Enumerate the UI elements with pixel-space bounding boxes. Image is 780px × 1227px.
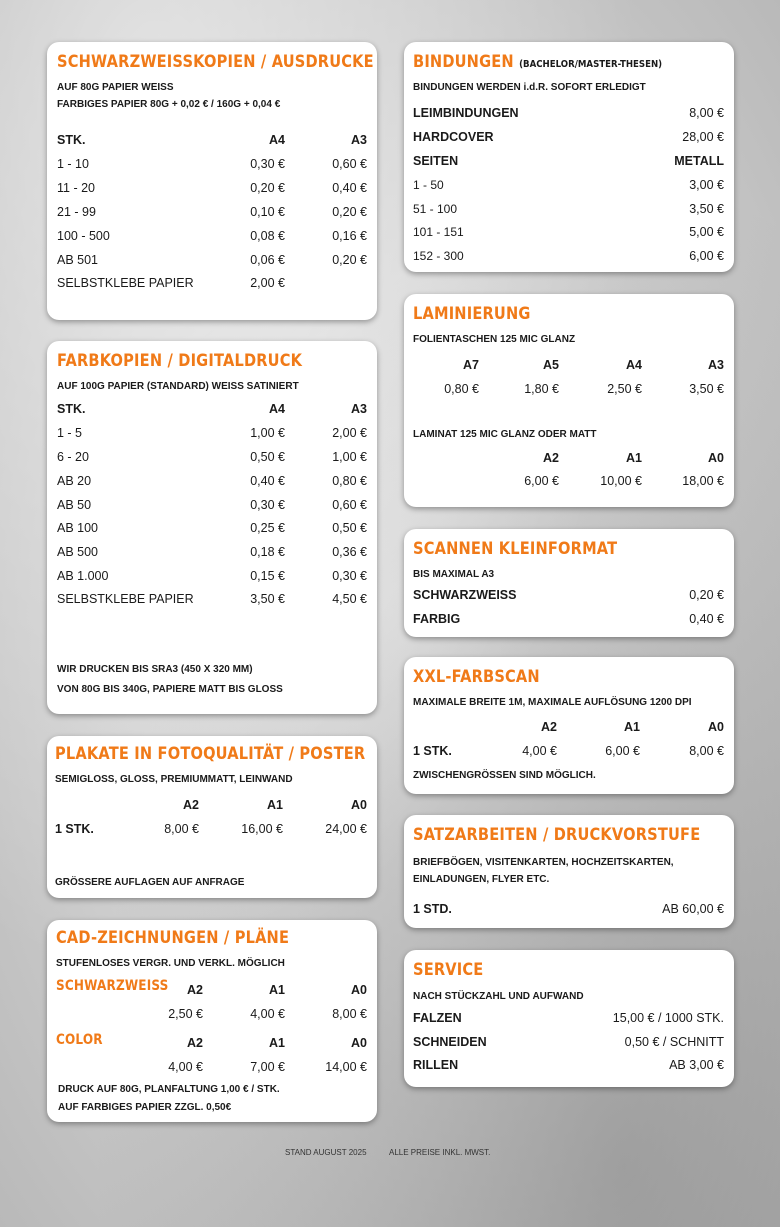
card-bindungen: [404, 42, 734, 272]
table-row-label: AB 100: [57, 521, 99, 535]
table-row-label: SCHWARZWEISS: [413, 588, 517, 602]
table-cell: 0,20 €: [332, 253, 367, 267]
section-subtitle: BIS MAXIMAL A3: [413, 569, 495, 580]
table-row-label: AB 501: [57, 253, 99, 267]
table-cell: 0,30 €: [250, 498, 285, 512]
column-header: A2: [183, 798, 199, 812]
section-title: PLAKATE IN FOTOQUALITÄT / POSTER: [55, 744, 366, 764]
table-cell: 0,18 €: [250, 545, 285, 559]
table-row-label: AB 500: [57, 545, 99, 559]
section-title: FARBKOPIEN / DIGITALDRUCK: [57, 351, 303, 371]
section-title-main: BINDUNGEN: [413, 52, 514, 72]
column-header: A2: [543, 451, 559, 465]
table-cell: 3,50 €: [250, 592, 285, 606]
table-cell: 0,50 €: [332, 521, 367, 535]
table-cell: 0,15 €: [250, 569, 285, 583]
section-subtitle: AUF 80G PAPIER WEISS: [57, 82, 174, 93]
table-cell: 14,00 €: [325, 1060, 367, 1074]
section-subtitle: BINDUNGEN WERDEN i.d.R. SOFORT ERLEDIGT: [413, 82, 646, 93]
table-cell: 28,00 €: [682, 130, 724, 144]
column-header: A2: [187, 1036, 203, 1050]
table-cell: 3,00 €: [689, 178, 724, 192]
section-title: CAD-ZEICHNUNGEN / PLÄNE: [56, 928, 290, 948]
table-cell: 15,00 € / 1000 STK.: [612, 1011, 724, 1025]
table-row-label: HARDCOVER: [413, 130, 494, 144]
table-cell: AB 3,00 €: [669, 1058, 724, 1072]
section-title: SERVICE: [413, 960, 484, 980]
table-cell: 0,40 €: [250, 474, 285, 488]
column-header: A0: [351, 1036, 367, 1050]
column-header: A4: [269, 402, 285, 416]
column-header: A0: [351, 983, 367, 997]
column-header: A1: [269, 1036, 285, 1050]
table-cell: 4,00 €: [522, 744, 557, 758]
section-subtitle: LAMINAT 125 MIC GLANZ ODER MATT: [413, 429, 597, 440]
table-row-label: 51 - 100: [413, 202, 458, 216]
table-row-label: 1 - 10: [57, 157, 89, 171]
table-cell: 8,00 €: [164, 822, 199, 836]
section-title: LAMINIERUNG: [413, 304, 531, 324]
table-cell: 0,50 €: [250, 450, 285, 464]
table-cell: 0,06 €: [250, 253, 285, 267]
table-row-label: 1 STK.: [413, 744, 452, 758]
column-header: A5: [543, 358, 559, 372]
section-title: XXL-FARBSCAN: [413, 667, 540, 687]
table-row-label: RILLEN: [413, 1058, 459, 1072]
table-cell: 16,00 €: [241, 822, 283, 836]
card-schwarzweisskopien: [47, 42, 377, 320]
section-title: SCANNEN KLEINFORMAT: [413, 539, 618, 559]
table-row-label: FARBIG: [413, 612, 461, 626]
table-cell: 2,00 €: [332, 426, 367, 440]
table-row-label: AB 1.000: [57, 569, 109, 583]
section-note: GRÖSSERE AUFLAGEN AUF ANFRAGE: [55, 877, 245, 888]
card-scannen: [404, 529, 734, 637]
table-row-label: 1 STK.: [55, 822, 94, 836]
table-row-label: 100 - 500: [57, 229, 110, 243]
table-cell: 0,60 €: [332, 157, 367, 171]
card-service: [404, 950, 734, 1087]
column-header: A1: [624, 720, 640, 734]
table-row-label: SCHNEIDEN: [413, 1035, 487, 1049]
table-row-label: 101 - 151: [413, 225, 464, 239]
column-header: METALL: [674, 154, 724, 168]
table-cell: 6,00 €: [524, 474, 559, 488]
subsection-label: SCHWARZWEISS: [56, 978, 169, 994]
table-cell: 4,00 €: [250, 1007, 285, 1021]
column-header: A1: [267, 798, 283, 812]
table-row-label: LEIMBINDUNGEN: [413, 106, 519, 120]
table-cell: 0,36 €: [332, 545, 367, 559]
table-cell: 6,00 €: [689, 249, 724, 263]
section-note: WIR DRUCKEN BIS SRA3 (450 X 320 MM): [57, 664, 253, 675]
card-satzarbeiten: [404, 815, 734, 928]
table-cell: 5,00 €: [689, 225, 724, 239]
section-subtitle: STUFENLOSES VERGR. UND VERKL. MÖGLICH: [56, 958, 285, 969]
table-cell: 0,16 €: [332, 229, 367, 243]
table-cell: 18,00 €: [682, 474, 724, 488]
column-header: STK.: [57, 402, 86, 416]
table-cell: 0,08 €: [250, 229, 285, 243]
table-cell: 6,00 €: [605, 744, 640, 758]
card-plakate: [47, 736, 377, 898]
column-header: A0: [708, 720, 724, 734]
column-header: A1: [626, 451, 642, 465]
table-row-label: AB 50: [57, 498, 92, 512]
table-cell: 8,00 €: [689, 106, 724, 120]
table-row-label: AB 20: [57, 474, 92, 488]
section-subtitle: SEMIGLOSS, GLOSS, PREMIUMMATT, LEINWAND: [55, 774, 293, 785]
column-header: A2: [187, 983, 203, 997]
table-row-label: 1 - 5: [57, 426, 83, 440]
table-cell: 0,25 €: [250, 521, 285, 535]
section-subtitle: AUF 100G PAPIER (STANDARD) WEISS SATINIERT: [57, 381, 299, 392]
table-cell: 2,50 €: [168, 1007, 203, 1021]
footer-mwst: ALLE PREISE INKL. MWST.: [389, 1148, 491, 1157]
table-cell: 1,80 €: [524, 382, 559, 396]
section-title-note: (BACHELOR/MASTER-THESEN): [519, 59, 663, 70]
table-cell: 2,00 €: [250, 276, 285, 290]
section-subtitle: BRIEFBÖGEN, VISITENKARTEN, HOCHZEITSKARTEN,: [413, 857, 674, 868]
column-header: A3: [351, 133, 367, 147]
section-subtitle: NACH STÜCKZAHL UND AUFWAND: [413, 991, 584, 1002]
column-header: SEITEN: [413, 154, 459, 168]
table-row-label: 21 - 99: [57, 205, 96, 219]
table-cell: 0,40 €: [689, 612, 724, 626]
table-cell: 0,20 €: [332, 205, 367, 219]
table-cell: AB 60,00 €: [662, 902, 724, 916]
table-cell: 0,30 €: [250, 157, 285, 171]
table-row-label: 1 - 50: [413, 178, 444, 192]
card-laminierung: [404, 294, 734, 507]
column-header: A1: [269, 983, 285, 997]
column-header: A7: [463, 358, 479, 372]
table-cell: 0,80 €: [332, 474, 367, 488]
card-xxl-farbscan: [404, 657, 734, 794]
column-header: STK.: [57, 133, 86, 147]
section-note: VON 80G BIS 340G, PAPIERE MATT BIS GLOSS: [57, 684, 283, 695]
section-title: [413, 52, 662, 72]
table-cell: 0,30 €: [332, 569, 367, 583]
table-cell: 10,00 €: [600, 474, 642, 488]
table-row-label: 6 - 20: [57, 450, 89, 464]
section-subtitle: FARBIGES PAPIER 80G + 0,02 € / 160G + 0,04 €: [57, 99, 281, 110]
table-cell: 7,00 €: [250, 1060, 285, 1074]
table-cell: 0,20 €: [250, 181, 285, 195]
table-row-label: 1 STD.: [413, 902, 452, 916]
table-row-label: SELBSTKLEBE PAPIER: [57, 276, 194, 290]
table-row-label: 11 - 20: [57, 181, 95, 195]
section-title: SCHWARZWEISSKOPIEN / AUSDRUCKE: [57, 52, 374, 72]
column-header: A3: [708, 358, 724, 372]
column-header: A0: [351, 798, 367, 812]
table-cell: 1,00 €: [332, 450, 367, 464]
table-cell: 0,60 €: [332, 498, 367, 512]
section-note: AUF FARBIGES PAPIER ZZGL. 0,50€: [58, 1102, 232, 1113]
section-title: SATZARBEITEN / DRUCKVORSTUFE: [413, 825, 701, 845]
footer-stand: STAND AUGUST 2025: [285, 1148, 367, 1157]
table-cell: 0,50 € / SCHNITT: [624, 1035, 724, 1049]
table-cell: 8,00 €: [689, 744, 724, 758]
section-note: DRUCK AUF 80G, PLANFALTUNG 1,00 € / STK.: [58, 1084, 280, 1095]
table-cell: 4,00 €: [168, 1060, 203, 1074]
table-cell: 3,50 €: [689, 202, 724, 216]
column-header: A4: [626, 358, 642, 372]
table-cell: 0,20 €: [689, 588, 724, 602]
table-row-label: FALZEN: [413, 1011, 462, 1025]
table-cell: 0,10 €: [250, 205, 285, 219]
card-cad-zeichnungen: [47, 920, 377, 1122]
column-header: A2: [541, 720, 557, 734]
column-header: A0: [708, 451, 724, 465]
section-subtitle: MAXIMALE BREITE 1M, MAXIMALE AUFLÖSUNG 1200 DPI: [413, 697, 692, 708]
table-cell: 8,00 €: [332, 1007, 367, 1021]
table-cell: 1,00 €: [250, 426, 285, 440]
table-row-label: SELBSTKLEBE PAPIER: [57, 592, 194, 606]
card-farbkopien: [47, 341, 377, 714]
table-cell: 2,50 €: [607, 382, 642, 396]
table-cell: 3,50 €: [689, 382, 724, 396]
table-cell: 0,40 €: [332, 181, 367, 195]
section-note: ZWISCHENGRÖSSEN SIND MÖGLICH.: [413, 770, 596, 781]
subsection-label: COLOR: [56, 1032, 103, 1048]
column-header: A3: [351, 402, 367, 416]
table-cell: 0,80 €: [444, 382, 479, 396]
section-subtitle: EINLADUNGEN, FLYER ETC.: [413, 874, 550, 885]
column-header: A4: [269, 133, 285, 147]
table-cell: 24,00 €: [325, 822, 367, 836]
table-row-label: 152 - 300: [413, 249, 464, 263]
section-subtitle: FOLIENTASCHEN 125 MIC GLANZ: [413, 334, 576, 345]
table-cell: 4,50 €: [332, 592, 367, 606]
